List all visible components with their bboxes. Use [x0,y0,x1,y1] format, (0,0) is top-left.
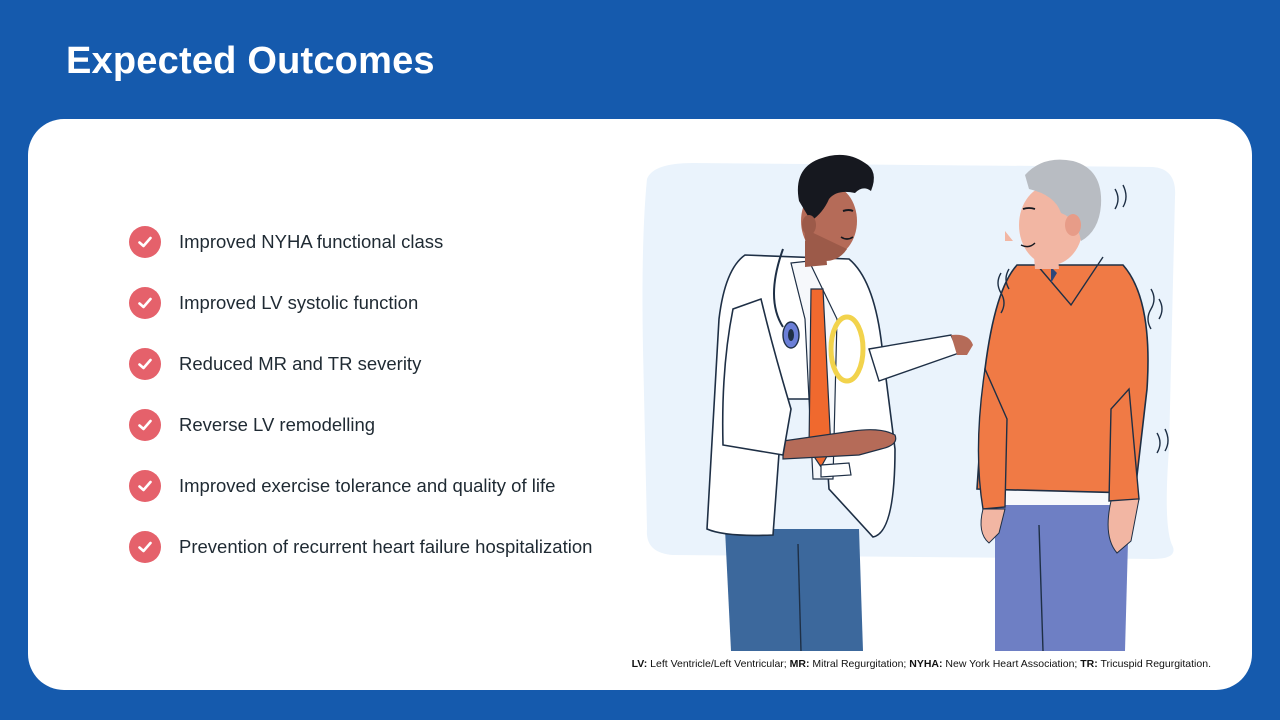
footnote-mr-text: Mitral Regurgitation; [809,658,910,670]
outcome-label: Reverse LV remodelling [179,413,376,435]
check-circle-icon [129,226,161,258]
outcome-item [129,333,592,394]
outcome-label: Reduced MR and TR severity [179,352,422,374]
footnote-nyha-text: New York Heart Association; [942,658,1081,670]
check-circle-icon [129,470,161,502]
footnote-tr-text: Tricuspid Regurgitation. [1097,658,1211,670]
footnote-lv-text: Left Ventricle/Left Ventricular; [647,658,790,670]
abbreviations-footnote [632,658,1211,670]
outcome-item [129,272,592,333]
outcome-item [129,455,592,516]
outcome-label: Improved NYHA functional class [179,230,444,252]
check-circle-icon [129,287,161,319]
outcome-item [129,516,592,577]
footnote-mr-abbr: MR: [789,658,810,670]
outcome-item [129,394,592,455]
outcome-label: Improved LV systolic function [179,291,419,313]
doctor-patient-illustration [633,149,1193,654]
footnote-lv-abbr: LV: [631,658,648,670]
outcome-label: Prevention of recurrent heart failure hospitalization [179,535,593,557]
footnote-nyha-abbr: NYHA: [909,658,943,670]
check-circle-icon [129,409,161,441]
footnote-tr-abbr: TR: [1080,658,1098,670]
check-circle-icon [129,348,161,380]
check-circle-icon [129,531,161,563]
outcome-label: Improved exercise tolerance and quality of life [179,474,556,496]
outcome-list [129,211,592,577]
outcome-item [129,211,592,272]
content-card [28,119,1252,690]
slide-title: Expected Outcomes [66,40,435,82]
